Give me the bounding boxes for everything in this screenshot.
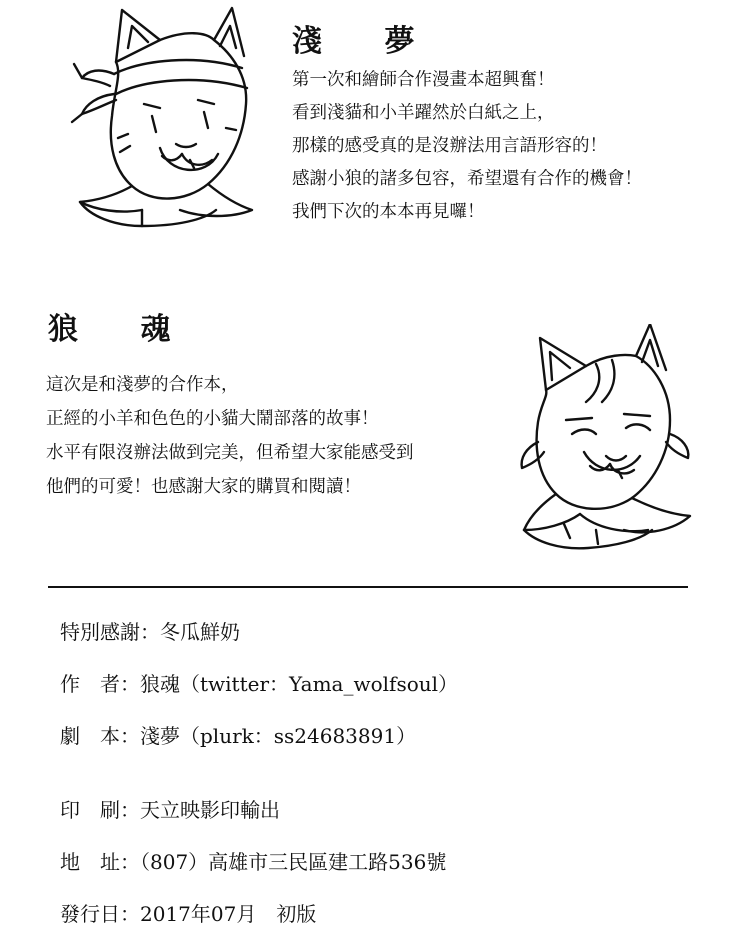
section-title-langhun: 狼 魂 bbox=[48, 312, 197, 347]
colophon-author: 作 者：狼魂（twitter：Yama_wolfsoul） bbox=[60, 672, 459, 696]
colophon-script: 劇 本：淺夢（plurk：ss24683891） bbox=[60, 724, 417, 748]
afterword-line: 感謝小狼的諸多包容，希望還有合作的機會！ bbox=[292, 169, 642, 189]
colophon-spacer bbox=[60, 762, 720, 784]
afterword-line: 正經的小羊和色色的小貓大鬧部落的故事！ bbox=[46, 409, 379, 429]
afterword-line: 水平有限沒辦法做到完美，但希望大家能感受到 bbox=[46, 443, 414, 463]
cat-character-illustration bbox=[56, 4, 276, 234]
section-title-qianmeng: 淺 夢 bbox=[292, 24, 441, 59]
afterword-text-langhun bbox=[46, 368, 506, 504]
colophon-block bbox=[60, 606, 720, 940]
afterword-line: 他們的可愛！也感謝大家的購買和閱讀！ bbox=[46, 477, 361, 497]
colophon-printing: 印 刷：天立映影印輸出 bbox=[60, 798, 280, 822]
wolf-character-illustration bbox=[500, 324, 720, 554]
afterword-section-langhun bbox=[0, 296, 736, 556]
afterword-text-qianmeng bbox=[292, 64, 722, 229]
colophon-release-date: 發行日：2017年07月 初版 bbox=[60, 902, 317, 926]
afterword-section-qianmeng bbox=[0, 0, 736, 280]
afterword-line: 看到淺貓和小羊躍然於白紙之上， bbox=[292, 103, 555, 123]
colophon-address: 地 址：（807）高雄市三民區建工路536號 bbox=[60, 850, 447, 874]
colophon-special-thanks: 特別感謝：冬瓜鮮奶 bbox=[60, 620, 240, 644]
afterword-line: 第一次和繪師合作漫畫本超興奮！ bbox=[292, 70, 555, 90]
afterword-line: 那樣的感受真的是沒辦法用言語形容的！ bbox=[292, 136, 607, 156]
afterword-line: 這次是和淺夢的合作本， bbox=[46, 375, 239, 395]
section-divider bbox=[48, 586, 688, 588]
afterword-line: 我們下次的本本再見囉！ bbox=[292, 202, 485, 222]
